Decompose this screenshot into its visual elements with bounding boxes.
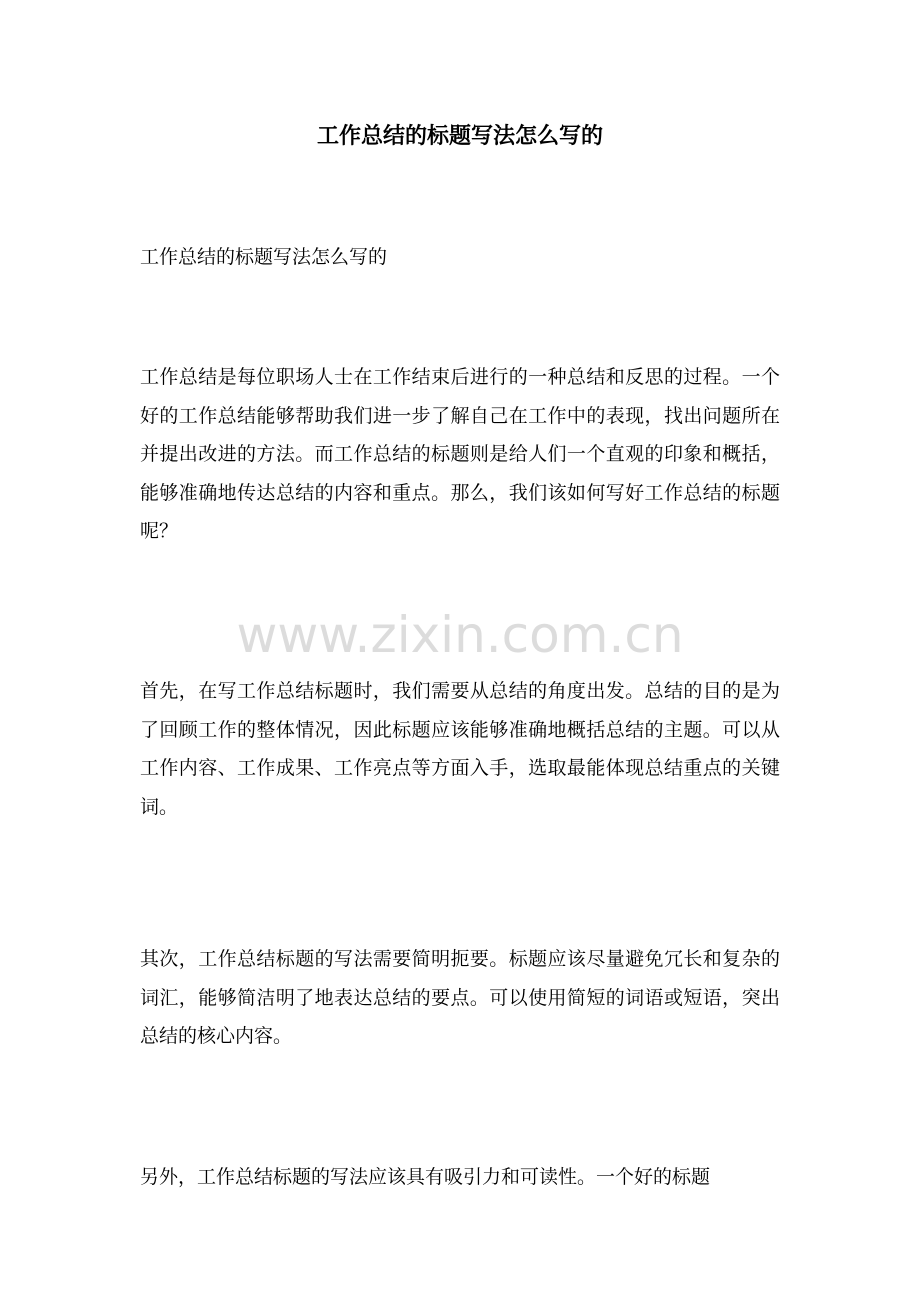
paragraph-second: 其次，工作总结标题的写法需要简明扼要。标题应该尽量避免冗长和复杂的词汇，能够简洁明了地表达总结的要点。可以使用简短的词语或短语，突出总结的核心内容。 (140, 948, 780, 1047)
paragraph-intro: 工作总结是每位职场人士在工作结束后进行的一种总结和反思的过程。一个好的工作总结能够帮助我们进一步了解自己在工作中的表现，找出问题所在并提出改进的方法。而工作总结的标题则是给人们一个直观的印象和概括，能够准确地传达总结的内容和重点。那么，我们该如何写好工作总结的标题呢？ (140, 366, 780, 542)
document-subtitle: 工作总结的标题写法怎么写的 (140, 246, 388, 268)
paragraph-first: 首先，在写工作总结标题时，我们需要从总结的角度出发。总结的目的是为了回顾工作的整体情况，因此标题应该能够准确地概括总结的主题。可以从工作内容、工作成果、工作亮点等方面入手，选取最能体现总结重点的关键词。 (140, 680, 780, 818)
document-title: 工作总结的标题写法怎么写的 (316, 123, 603, 149)
watermark-text: www.zixin.com.cn (236, 606, 684, 664)
paragraph-third: 另外，工作总结标题的写法应该具有吸引力和可读性。一个好的标题 (140, 1166, 711, 1188)
